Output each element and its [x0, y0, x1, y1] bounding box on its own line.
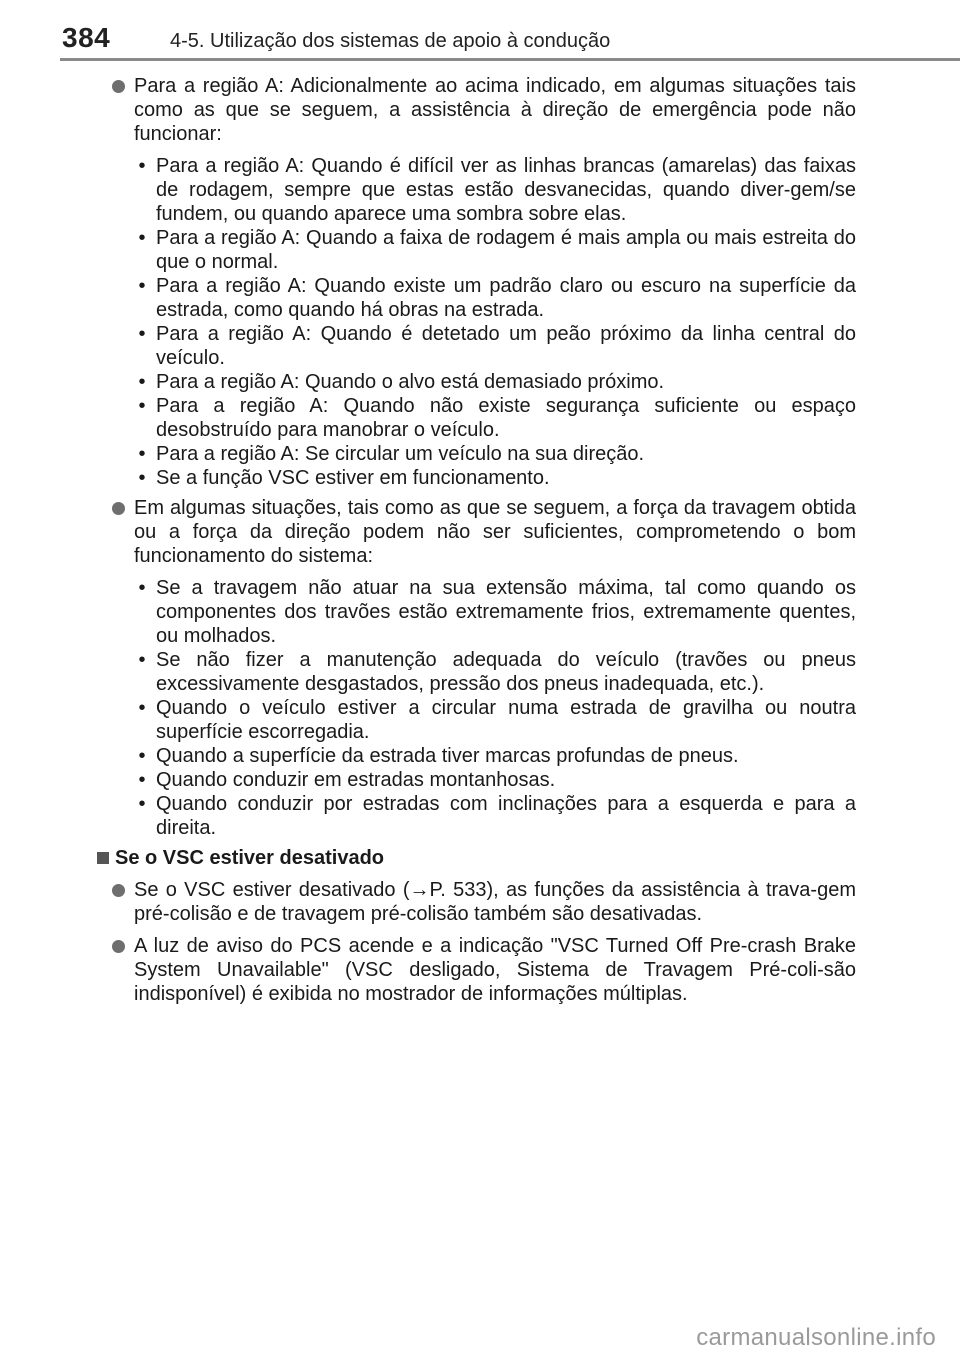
section-heading-vsc — [115, 846, 960, 870]
paragraph-region-a — [134, 74, 856, 146]
list-item: • Para a região A: Quando não existe segurança suficiente ou espaço desobstruído para manobrar o veículo. — [156, 394, 856, 442]
paragraph-text: Se o VSC estiver desativado (→P. 533), as funções da assistência à trava-gem pré-colisão e de travagem pré-colisão também são desativadas. — [134, 879, 856, 925]
list-item: • Quando o veículo estiver a circular numa estrada de gravilha ou noutra superfície escorregadia. — [156, 696, 856, 744]
bullet-glyph: • — [138, 371, 146, 393]
list-item: • Se não fizer a manutenção adequada do veículo (travões ou pneus excessivamente desgastados, pressão dos pneus inadequada, etc.). — [156, 648, 856, 696]
bullet-glyph: • — [138, 155, 146, 177]
paragraph-vsc-off — [134, 878, 856, 926]
bullet-glyph: • — [138, 227, 146, 249]
bullet-glyph: • — [138, 793, 146, 815]
list-item: • Quando conduzir por estradas com inclinações para a esquerda e para a direita. — [156, 792, 856, 840]
bullet-glyph: • — [138, 275, 146, 297]
bullet-glyph: • — [138, 323, 146, 345]
round-bullet-icon — [112, 940, 125, 953]
list-item: • Se a função VSC estiver em funcionamento. — [156, 466, 856, 490]
round-bullet-icon — [112, 502, 125, 515]
bullet-glyph: • — [138, 649, 146, 671]
bullet-glyph: • — [138, 443, 146, 465]
list-item: • Quando a superfície da estrada tiver marcas profundas de pneus. — [156, 744, 856, 768]
paragraph-text: Para a região A: Adicionalmente ao acima indicado, em algumas situações tais como as que se seguem, a assistência à direção de emergência pode não funcionar: — [134, 75, 856, 145]
bullet-glyph: • — [138, 769, 146, 791]
bullet-glyph: • — [138, 467, 146, 489]
bullet-list-braking-force — [0, 576, 960, 840]
paragraph-text: Em algumas situações, tais como as que se seguem, a força da travagem obtida ou a força da direção podem não ser suficientes, comprometendo o bom funcionamento do sistema: — [134, 497, 856, 567]
bullet-glyph: • — [138, 577, 146, 599]
list-item: • Quando conduzir em estradas montanhosas. — [156, 768, 856, 792]
bullet-glyph: • — [138, 745, 146, 767]
heading-text: Se o VSC estiver desativado — [115, 847, 385, 869]
list-item: • Para a região A: Quando existe um padrão claro ou escuro na superfície da estrada, como quando há obras na estrada. — [156, 274, 856, 322]
header-divider — [60, 58, 960, 61]
page-number: 384 — [62, 22, 111, 53]
bullet-glyph: • — [138, 697, 146, 719]
list-item: • Para a região A: Quando é difícil ver as linhas brancas (amarelas) das faixas de rodagem, sempre que estas estão desvanecidas, quando diver-gem/se fundem, ou quando aparece uma sombra sobre elas. — [156, 154, 856, 226]
list-item: • Para a região A: Quando a faixa de rodagem é mais ampla ou mais estreita do que o normal. — [156, 226, 856, 274]
list-item: • Para a região A: Quando o alvo está demasiado próximo. — [156, 370, 856, 394]
bullet-list-region-a — [0, 154, 960, 490]
paragraph-text: A luz de aviso do PCS acende e a indicação "VSC Turned Off Pre-crash Brake System Unavailable" (VSC desligado, Sistema de Travagem Pré-coli-são indisponível) é exibida no mostrador de informações múltiplas. — [134, 935, 856, 1005]
round-bullet-icon — [112, 884, 125, 897]
page-header — [0, 0, 960, 62]
bullet-glyph: • — [138, 395, 146, 417]
paragraph-braking-force — [134, 496, 856, 568]
list-item: • Para a região A: Quando é detetado um peão próximo da linha central do veículo. — [156, 322, 856, 370]
list-item: • Se a travagem não atuar na sua extensão máxima, tal como quando os componentes dos travões estão extremamente frios, extremamente quentes, ou molhados. — [156, 576, 856, 648]
round-bullet-icon — [112, 80, 125, 93]
list-item: • Para a região A: Se circular um veículo na sua direção. — [156, 442, 856, 466]
paragraph-pcs-warning — [134, 934, 856, 1006]
site-watermark: carmanualsonline.info — [696, 1324, 936, 1351]
square-marker-icon — [97, 852, 109, 864]
page-content — [0, 74, 960, 1006]
section-title: 4-5. Utilização dos sistemas de apoio à condução — [170, 30, 611, 52]
